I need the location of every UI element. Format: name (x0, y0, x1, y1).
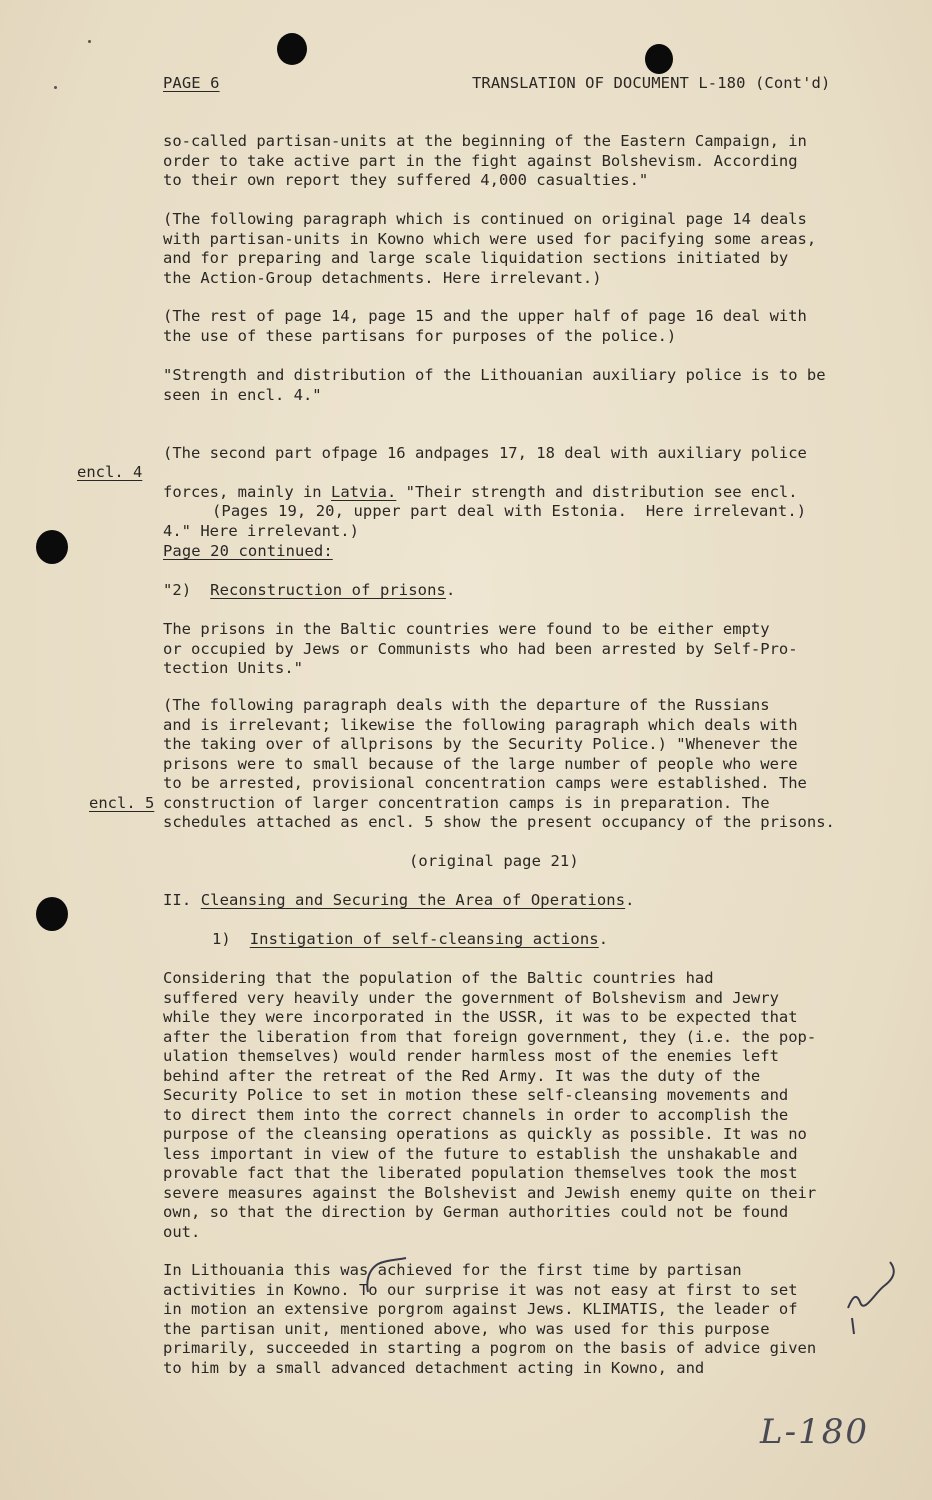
paragraph-partisan-units: so-called partisan-units at the beginning of the Eastern Campaign, in order to take active part in the fight against Bolshevism. According to their own report they suffered 4,000 casualties." (163, 132, 807, 189)
section-heading-cleansing: II. Cleansing and Securing the Area of Operations. (163, 891, 635, 909)
handwritten-check-mark (840, 1258, 910, 1338)
paragraph-pages-14-16: (The rest of page 14, page 15 and the upper half of page 16 deal with the use of these partisans for purposes of the police.) (163, 307, 807, 345)
latvia-link: Latvia. (330, 482, 397, 501)
paragraph-auxiliary-police: "Strength and distribution of the Lithouanian auxiliary police is to be seen in encl. 4." (163, 366, 826, 404)
margin-note-encl-5: encl. 5 (89, 794, 155, 812)
margin-note-encl-4: encl. 4 (77, 463, 143, 481)
punch-hole (277, 33, 307, 65)
paragraph-prisons: The prisons in the Baltic countries were found to be either empty or occupied by Jews or Communists who had been arrested by Self-Pro- tection Units." (163, 620, 798, 677)
paragraph-latvia (163, 424, 853, 541)
paragraph-lithuania: In Lithouania this was achieved for the first time by partisan activities in Kowno. To our surprise it was not easy at first to set in motion an extensive porgrom against Jews. KLIMATIS, the leader of the partisan unit, mentioned above, who was used for this purpose primarily, succeeded in starting a pogrom on the basis of advice given to him by a small advanced detachment acting in Kowno, and (163, 1261, 817, 1377)
latvia-line-2a: forces, mainly in (163, 482, 331, 501)
handwritten-document-number: L-180 (760, 1412, 869, 1452)
punch-hole (36, 530, 68, 564)
punch-hole (36, 897, 68, 931)
speck (88, 40, 91, 43)
paragraph-baltic-population: Considering that the population of the Baltic countries had suffered very heavily under the government of Bolshevism and Jewry while they were incorporated in the USSR, it was to be expected that after the liberation from that foreign government, they (i.e. the pop- ulation themselves) would render harmless most of the enemies left behind after the retreat of the Red Army. It was the duty of the Security Police to set in motion these self-cleansing movements and to direct them into the correct channels in order to accomplish the purpose of the cleansing operations as quickly as possible. It was no less important in view of the future to establish the unshakable and provable fact that the liberated population themselves took the most severe measures against the Bolshevist and Jewish enemy quite on their own, so that the direction by German authorities could not be found out. (163, 969, 817, 1241)
latvia-line-3: 4." Here irrelevant.) (163, 521, 359, 540)
latvia-line-1: (The second part ofpage 16 andpages 17, 18 deal with auxiliary police (163, 443, 807, 462)
subheading-prisons: "2) Reconstruction of prisons. (163, 581, 456, 599)
original-page-marker: (original page 21) (409, 852, 579, 870)
paragraph-estonia: (Pages 19, 20, upper part deal with Estonia. Here irrelevant.) (212, 502, 807, 520)
punch-hole (645, 44, 673, 74)
paragraph-concentration-camps: (The following paragraph deals with the departure of the Russians and is irrelevant; likewise the following paragraph which deals with the taking over of allprisons by the Security Police.) "Whenever the prisons were to small because of the large number of people who were to be arrested, provisional concentration camps were established. The construction of larger concentration camps is in preparation. The schedules attached as encl. 5 show the present occupancy of the prisons. (163, 696, 835, 831)
speck (54, 86, 57, 89)
subheading-self-cleansing: 1) Instigation of self-cleansing actions. (212, 930, 609, 948)
section-heading-page-20: Page 20 continued: (163, 542, 333, 560)
paragraph-kowno-note: (The following paragraph which is continued on original page 14 deals with partisan-units in Kowno which were used for pacifying some areas, and for preparing and large scale liquidation sections initiated by the Action-Group detachments. Here irrelevant.) (163, 210, 817, 287)
page-number: PAGE 6 (163, 74, 220, 92)
document-title: TRANSLATION OF DOCUMENT L-180 (Cont'd) (472, 74, 831, 92)
handwritten-bracket (360, 1256, 410, 1296)
latvia-line-2b: "Their strength and distribution see encl. (396, 482, 798, 501)
